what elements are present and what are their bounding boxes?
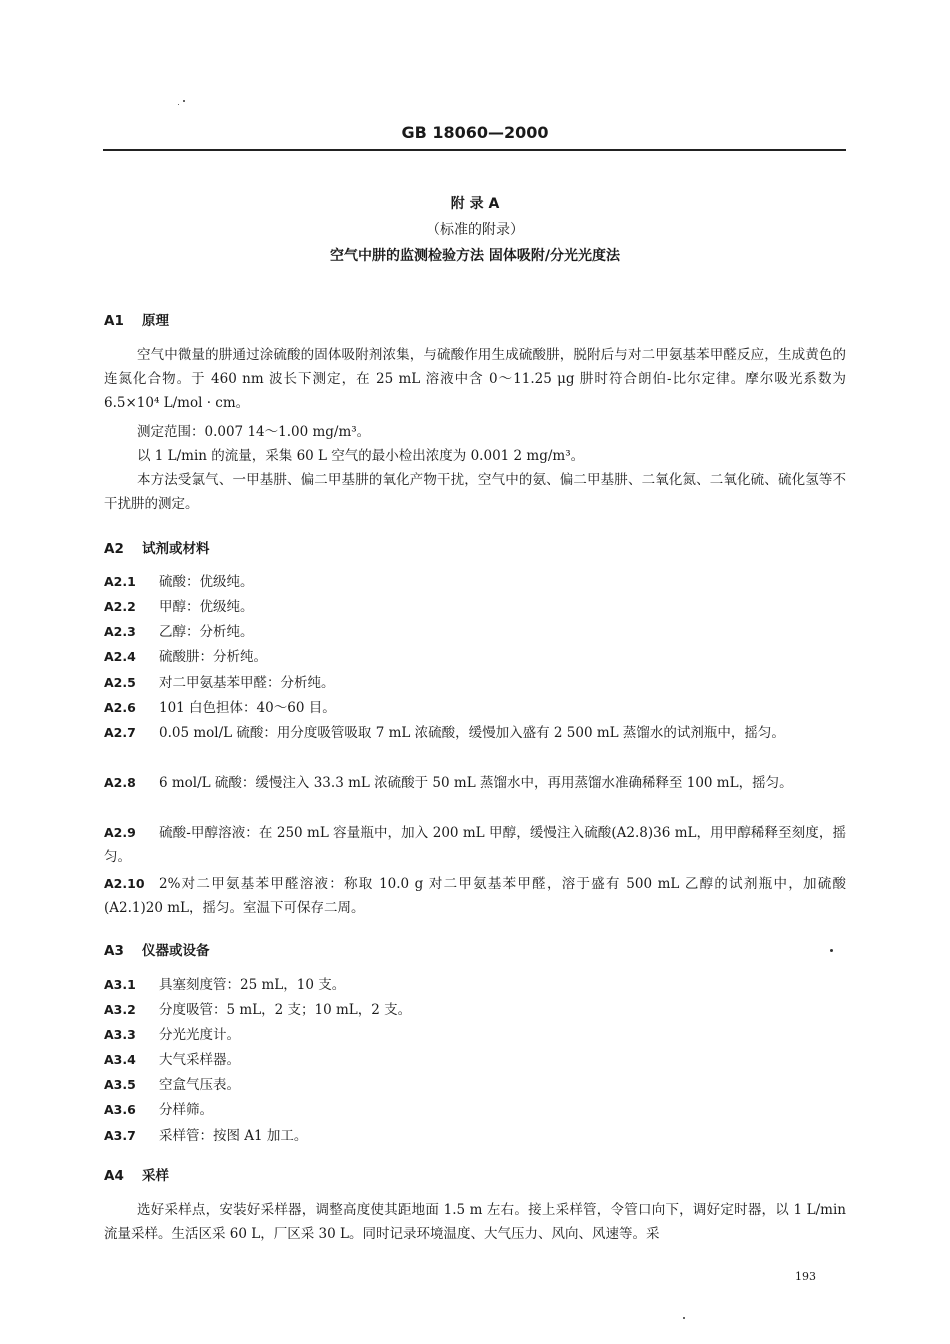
item-text: 空盒气压表。	[159, 1077, 240, 1093]
item-number: A2.5	[104, 675, 136, 690]
section-a1-heading	[104, 309, 169, 329]
item-text: 对二甲氨基苯甲醛：分析纯。	[159, 675, 335, 691]
item-number: A3.7	[104, 1128, 136, 1143]
list-item	[104, 1073, 846, 1097]
item-number: A2.8	[104, 775, 136, 790]
item-number: A2.2	[104, 599, 136, 614]
item-text: 0.05 mol/L 硫酸：用分度吸管吸取 7 mL 浓硫酸，缓慢加入盛有 2 500 mL 蒸馏水的试剂瓶中，摇匀。	[159, 725, 785, 741]
section-number: A1	[104, 313, 124, 329]
item-number: A3.6	[104, 1102, 136, 1117]
section-title: 试剂或材料	[142, 541, 210, 557]
item-text: 硫酸肼：分析纯。	[159, 649, 267, 665]
section-a3-heading	[104, 939, 210, 959]
item-number: A2.1	[104, 574, 136, 589]
list-item	[104, 1124, 846, 1148]
appendix-subtitle: （标准的附录）	[426, 222, 524, 238]
paragraph: 测定范围：0.007 14～1.00 mg/m³。	[137, 424, 371, 440]
item-text: 硫酸：优级纯。	[159, 574, 254, 590]
item-number: A3.1	[104, 977, 136, 992]
appendix-heading: 空气中肼的监测检验方法 固体吸附/分光光度法	[330, 248, 620, 264]
list-item	[104, 645, 846, 669]
item-text: 2%对二甲氨基苯甲醛溶液：称取 10.0 g 对二甲氨基苯甲醛，溶于盛有 500 mL 乙醇的试剂瓶中，加硫酸(A2.1)20 mL，摇匀。室温下可保存二周。	[104, 876, 846, 916]
list-item	[104, 696, 846, 720]
item-number: A2.3	[104, 624, 136, 639]
list-item	[104, 821, 846, 869]
list-item	[104, 973, 846, 997]
list-item	[104, 671, 846, 695]
page-number: 193	[795, 1270, 816, 1283]
header-rule	[103, 149, 846, 151]
list-item	[104, 998, 846, 1022]
item-number: A2.4	[104, 649, 136, 664]
item-text: 分度吸管：5 mL，2 支；10 mL，2 支。	[159, 1002, 412, 1018]
list-item	[104, 721, 846, 745]
item-number: A3.4	[104, 1052, 136, 1067]
scan-speck	[183, 100, 185, 102]
item-number: A3.3	[104, 1027, 136, 1042]
section-title: 仪器或设备	[142, 943, 210, 959]
item-text: 101 白色担体：40～60 目。	[159, 700, 336, 716]
item-number: A2.7	[104, 725, 136, 740]
section-number: A4	[104, 1168, 124, 1184]
item-text: 乙醇：分析纯。	[159, 624, 254, 640]
item-text: 甲醇：优级纯。	[159, 599, 254, 615]
paragraph: 以 1 L/min 的流量，采集 60 L 空气的最小检出浓度为 0.001 2 mg/m³。	[137, 448, 585, 464]
section-a2-heading	[104, 537, 210, 557]
list-item	[104, 570, 846, 594]
list-item	[104, 771, 846, 795]
paragraph: 选好采样点，安装好采样器，调整高度使其距地面 1.5 m 左右。接上采样管，令管口向下，调好定时器，以 1 L/min 流量采样。生活区采 60 L，厂区采 30 L。同时记录环境温度、大气压力、风向、风速等。采	[104, 1202, 846, 1242]
section-title: 采样	[142, 1168, 169, 1184]
section-number: A3	[104, 943, 124, 959]
section-a4-heading	[104, 1164, 169, 1184]
list-item	[104, 872, 846, 920]
section-number: A2	[104, 541, 124, 557]
item-text: 硫酸-甲醇溶液：在 250 mL 容量瓶中，加入 200 mL 甲醇，缓慢注入硫酸(A2.8)36 mL，用甲醇稀释至刻度，摇匀。	[104, 825, 846, 865]
item-number: A2.6	[104, 700, 136, 715]
scan-speck	[178, 104, 179, 105]
paragraph: 本方法受氯气、一甲基肼、偏二甲基肼的氧化产物干扰，空气中的氨、偏二甲基肼、二氧化氮、二氧化硫、硫化氢等不干扰肼的测定。	[104, 472, 846, 512]
list-item	[104, 620, 846, 644]
list-item	[104, 1048, 846, 1072]
item-number: A3.5	[104, 1077, 136, 1092]
item-number: A3.2	[104, 1002, 136, 1017]
paragraph: 空气中微量的肼通过涂硫酸的固体吸附剂浓集，与硫酸作用生成硫酸肼，脱附后与对二甲氨基苯甲醛反应，生成黄色的连氮化合物。于 460 nm 波长下测定，在 25 mL 溶液中含 0～11.25 μg 肼时符合朗伯-比尔定律。摩尔吸光系数为 6.5×10⁴ L/mol · cm。	[104, 347, 846, 411]
scan-speck	[830, 949, 833, 952]
item-text: 分光光度计。	[159, 1027, 240, 1043]
list-item	[104, 595, 846, 619]
item-text: 具塞刻度管：25 mL，10 支。	[159, 977, 346, 993]
item-number: A2.10	[104, 876, 145, 891]
item-text: 采样管：按图 A1 加工。	[159, 1128, 308, 1144]
section-title: 原理	[142, 313, 169, 329]
item-number: A2.9	[104, 825, 136, 840]
list-item	[104, 1098, 846, 1122]
list-item	[104, 1023, 846, 1047]
item-text: 6 mol/L 硫酸：缓慢注入 33.3 mL 浓硫酸于 50 mL 蒸馏水中，再用蒸馏水准确稀释至 100 mL，摇匀。	[159, 775, 793, 791]
item-text: 大气采样器。	[159, 1052, 240, 1068]
standard-number: GB 18060—2000	[401, 123, 549, 142]
appendix-title: 附 录 A	[450, 196, 500, 212]
item-text: 分样筛。	[159, 1102, 213, 1118]
scan-speck	[683, 1317, 685, 1319]
